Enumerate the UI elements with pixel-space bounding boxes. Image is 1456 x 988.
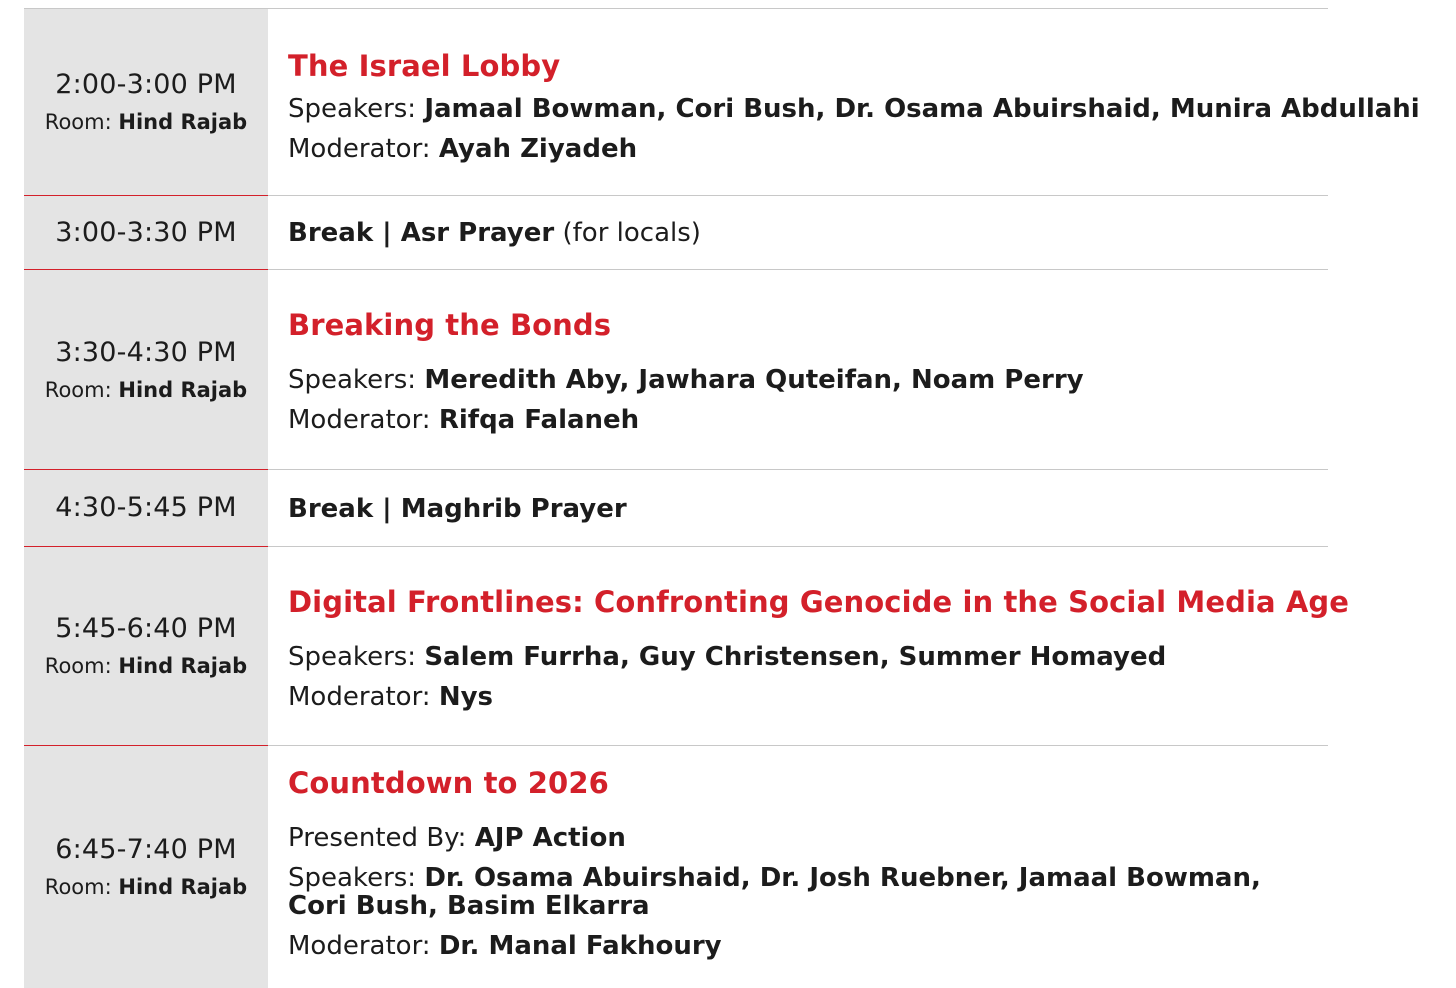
session-moderator: Moderator: Rifqa Falaneh xyxy=(288,405,640,435)
session-speakers: Speakers: Jamaal Bowman, Cori Bush, Dr. Osama Abuirshaid, Munira Abdullahi xyxy=(288,94,1420,124)
session-details xyxy=(288,270,1312,469)
time-cell xyxy=(24,470,268,548)
time-cell xyxy=(24,547,268,747)
session-moderator: Moderator: Nys xyxy=(288,682,494,712)
break-time: 3:00-3:30 PM xyxy=(55,216,237,248)
table-row xyxy=(24,470,1328,547)
session-speakers: Speakers: Dr. Osama Abuirshaid, Dr. Josh Ruebner, Jamaal Bowman, Cori Bush, Basim Elkarra xyxy=(288,863,1261,921)
session-time: 6:45-7:40 PM xyxy=(55,834,237,866)
session-time: 3:30-4:30 PM xyxy=(55,336,237,368)
break-time: 4:30-5:45 PM xyxy=(55,492,237,524)
session-moderator: Moderator: Dr. Manal Fakhoury xyxy=(288,931,722,961)
session-room: Room: Hind Rajab xyxy=(44,377,248,402)
session-title: Countdown to 2026 xyxy=(288,766,609,800)
session-time: 2:00-3:00 PM xyxy=(55,69,237,101)
session-speakers: Speakers: Meredith Aby, Jawhara Quteifan, Noam Perry xyxy=(288,365,1084,395)
table-row xyxy=(24,270,1328,470)
session-moderator: Moderator: Ayah Ziyadeh xyxy=(288,134,638,164)
table-row xyxy=(24,8,1420,196)
session-presented-by: Presented By: AJP Action xyxy=(288,823,626,853)
table-row xyxy=(24,547,1350,746)
session-details xyxy=(288,547,1350,745)
session-title: The Israel Lobby xyxy=(288,49,561,83)
session-time: 5:45-6:40 PM xyxy=(55,613,237,645)
session-room: Room: Hind Rajab xyxy=(44,110,248,135)
table-row xyxy=(24,196,1328,270)
session-details xyxy=(288,9,1420,195)
time-cell xyxy=(24,270,268,471)
time-cell xyxy=(24,196,268,271)
break-details xyxy=(288,470,1312,546)
session-room: Room: Hind Rajab xyxy=(44,654,248,679)
break-label: Break | Asr Prayer (for locals) xyxy=(288,218,701,248)
time-cell xyxy=(24,746,268,988)
break-label: Break | Maghrib Prayer xyxy=(288,494,627,524)
table-row xyxy=(24,746,1328,986)
session-room: Room: Hind Rajab xyxy=(44,875,248,900)
session-speakers: Speakers: Salem Furrha, Guy Christensen, Summer Homayed xyxy=(288,642,1167,672)
break-details xyxy=(288,196,1312,269)
session-title: Digital Frontlines: Confronting Genocide in the Social Media Age xyxy=(288,585,1350,619)
session-title: Breaking the Bonds xyxy=(288,308,612,342)
time-cell xyxy=(24,9,268,197)
session-details xyxy=(288,746,1312,986)
